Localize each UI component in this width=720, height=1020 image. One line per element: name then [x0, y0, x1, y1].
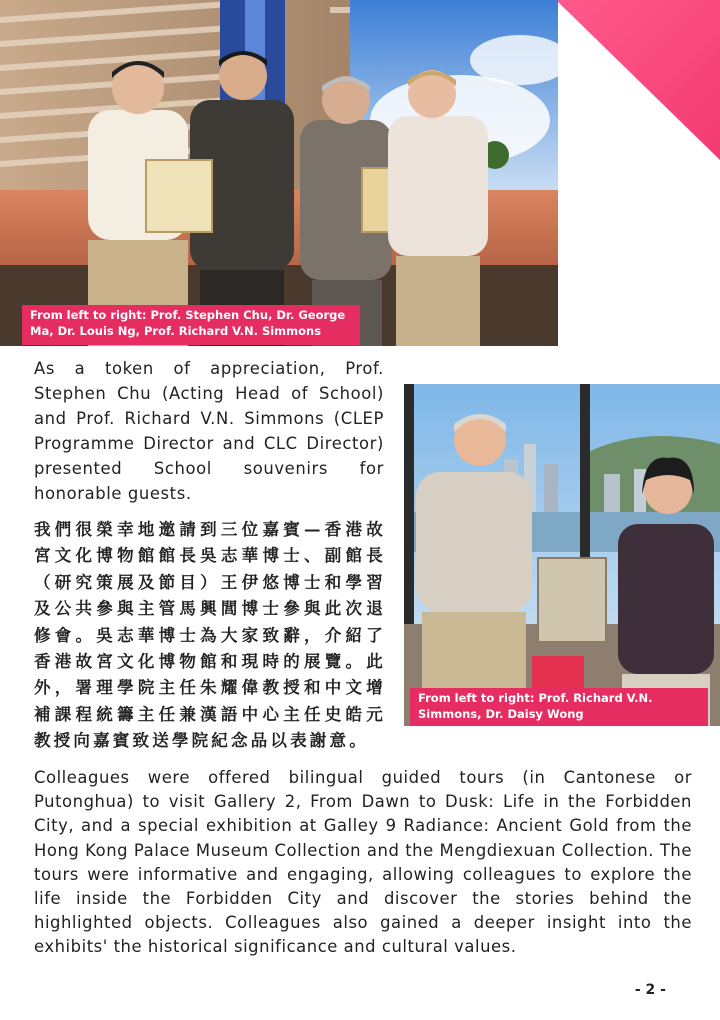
appreciation-paragraph: As a token of appreciation, Prof. Stephen Chu (Acting Head of School) and Prof. Richard V.N. Simmons (CLEP Programme Director and CLC Director) presented School souvenirs for honorable guests. [34, 359, 384, 503]
souvenir-photo-caption: From left to right: Prof. Richard V.N. Simmons, Dr. Daisy Wong [410, 688, 708, 726]
souvenir-photo-illustration [404, 384, 720, 726]
guided-tours-paragraph: Colleagues were offered bilingual guided tours (in Cantonese or Putonghua) to visit Gallery 2, From Dawn to Dusk: Life in the Forbidden City, and a special exhibition at Galley 9 Radiance: Ancient Gold from the Hong Kong Palace Museum Collection and the Mengdiexuan Collection. The tours were informative and engaging, allowing colleagues to explore the life inside the Forbidden City and discover the stories behind the highlighted objects. Colleagues also gained a deeper insight into the exhibits' the historical significance and cultural values. [34, 768, 692, 957]
souvenir-photo [404, 384, 720, 726]
group-photo-illustration [0, 0, 558, 346]
page-number: - 2 - [634, 982, 666, 998]
group-photo-caption: From left to right: Prof. Stephen Chu, Dr. George Ma, Dr. Louis Ng, Prof. Richard V.N. Simmons [22, 305, 360, 345]
group-photo [0, 0, 558, 346]
corner-decoration [556, 0, 720, 160]
chinese-paragraph: 我們很榮幸地邀請到三位嘉賓—香港故宮文化博物館館長吳志華博士、副館長（研究策展及節目）王伊悠博士和學習及公共參與主管馬興閭博士參與此次退修會。吳志華博士為大家致辭，介紹了香港故宮文化博物館和現時的展覽。此外，署理學院主任朱耀偉教授和中文增補課程統籌主任兼漢語中心主任史皓元教授向嘉賓致送學院紀念品以表謝意。 [34, 520, 386, 751]
